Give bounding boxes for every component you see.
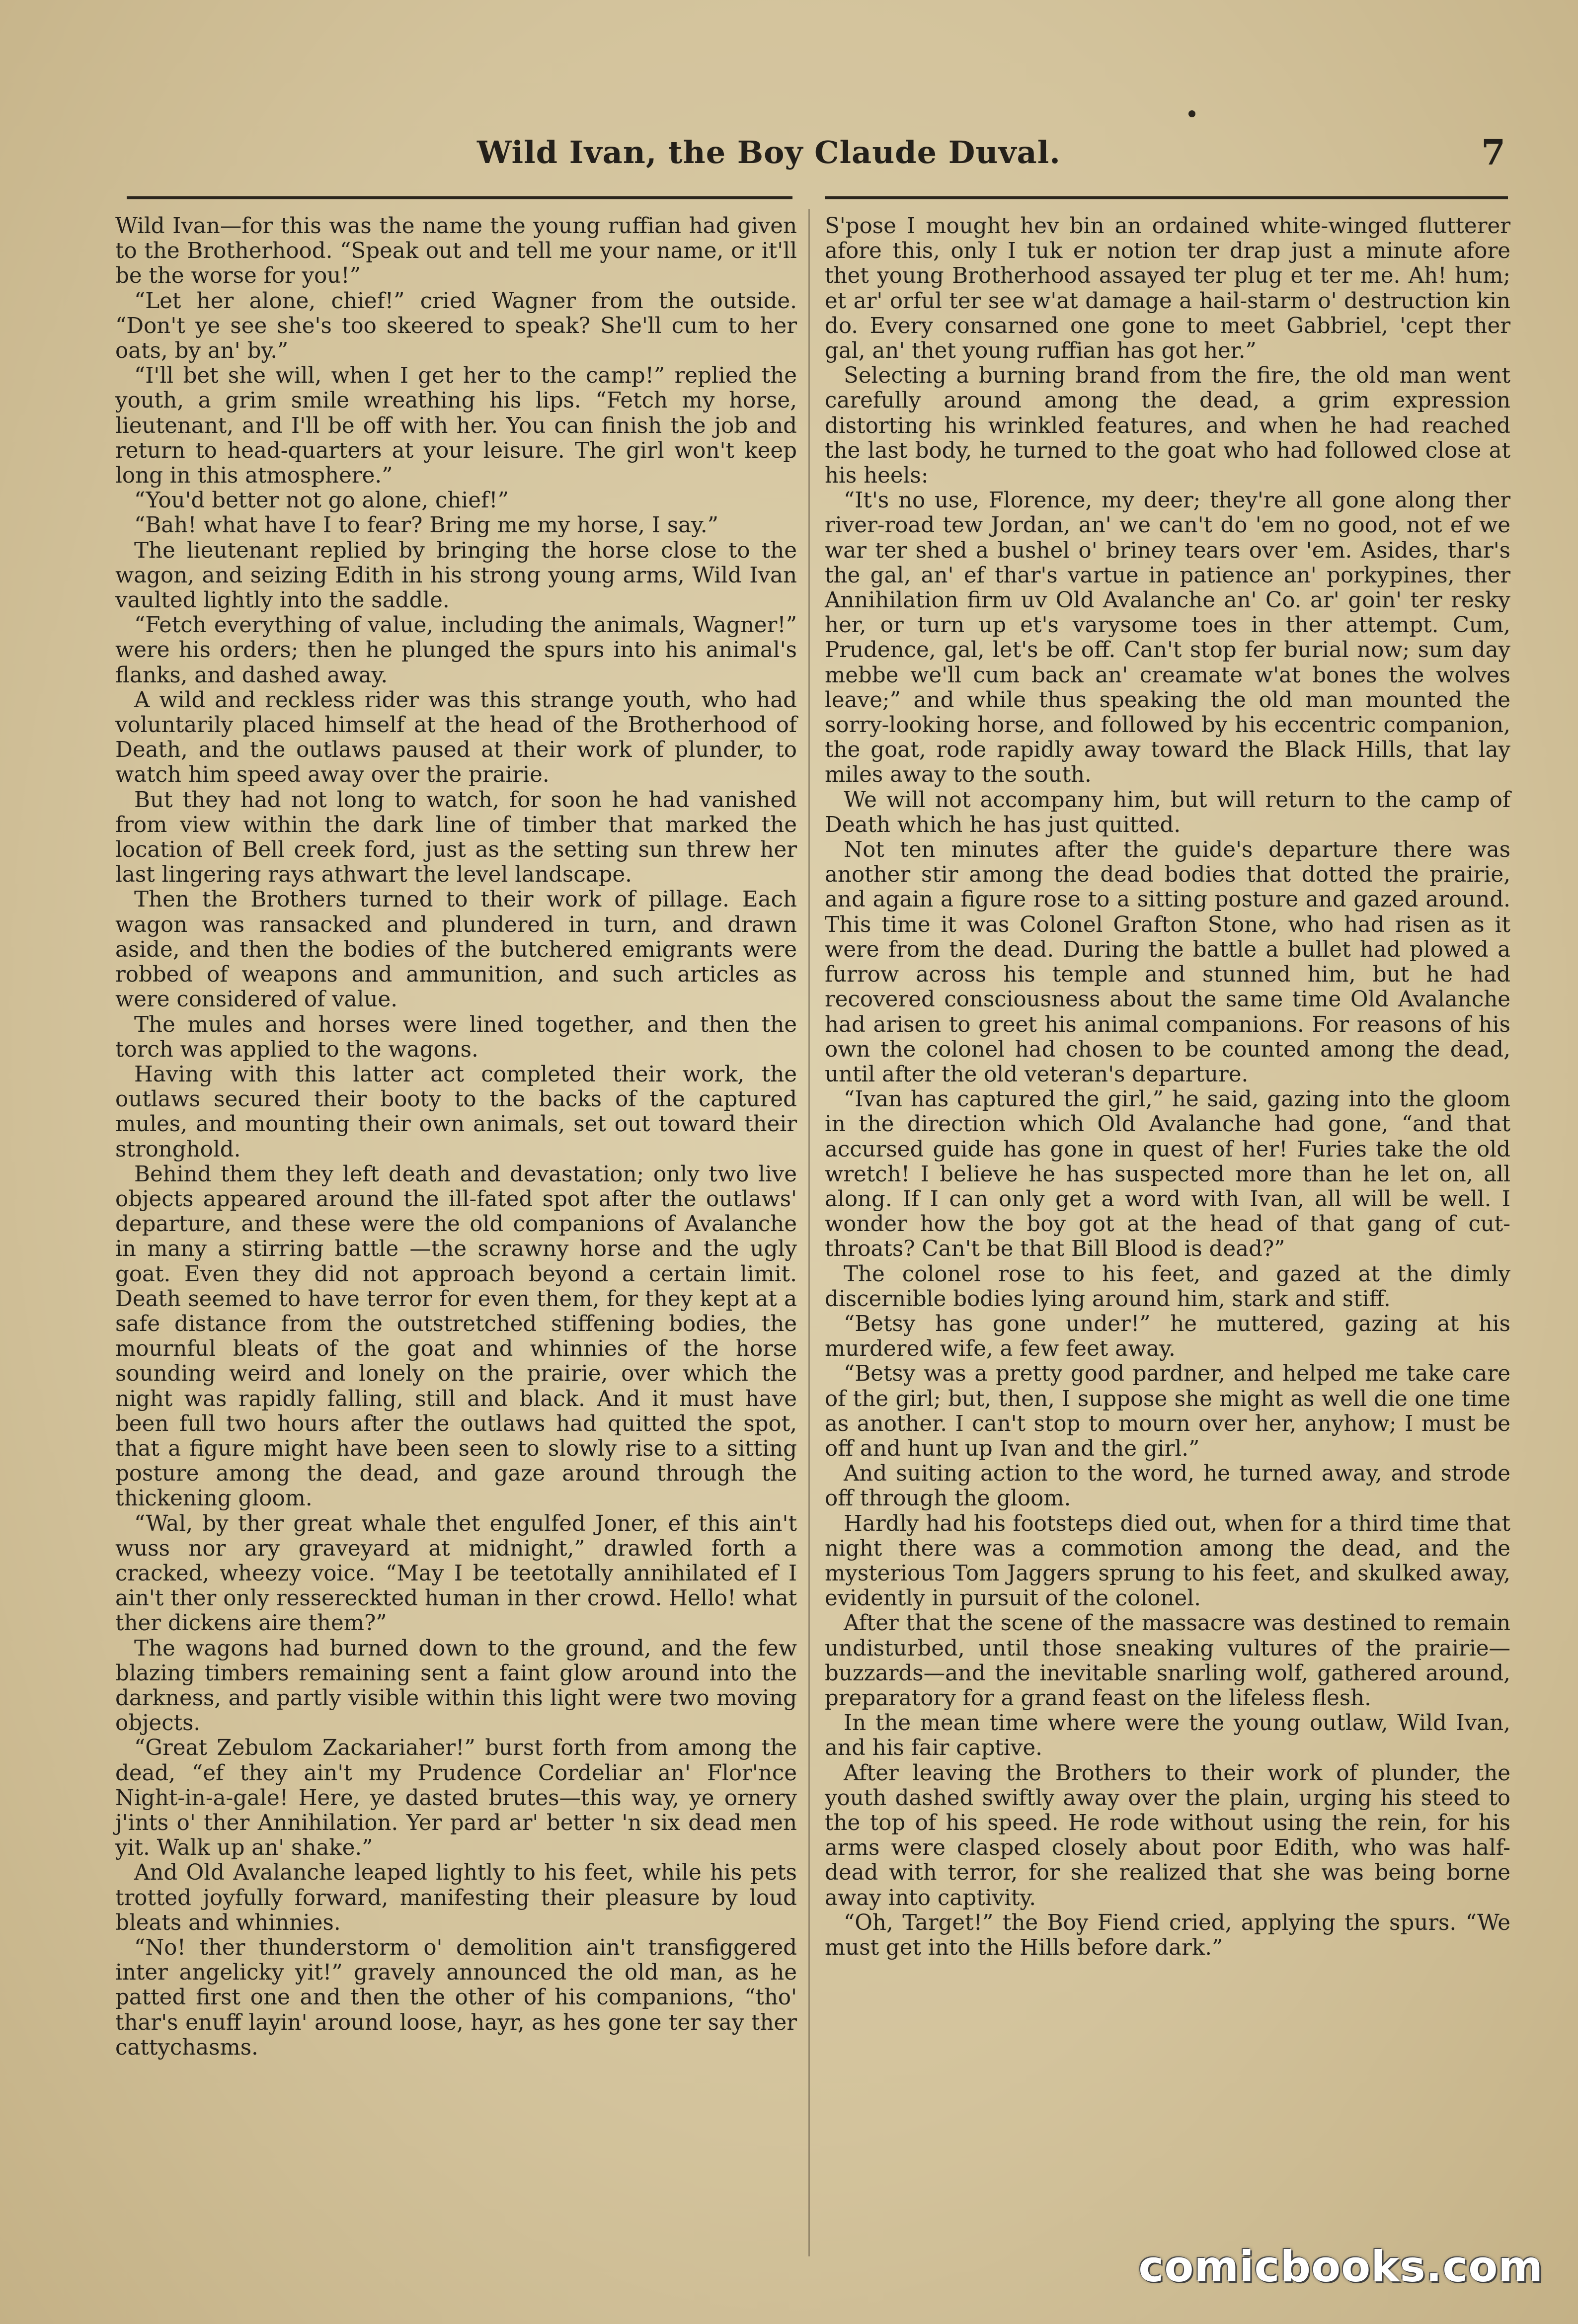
paragraph: “Ivan has captured the girl,” he said, gazing into the gloom in the direction which Old Avalanche had gone, “and that accursed guide has gone in quest of her! Furies take the old wretch! I believe he has suspected more than he let on, all along. If I can only get a word with Ivan, all will be well. I wonder how the boy got at the head of that gang of cut-throats? Can't be that Bill Blood is dead?”	[825, 1087, 1510, 1262]
paragraph: “No! ther thunderstorm o' demolition ain't transfiggered inter angelicky yit!” gravely announced the old man, as he patted first one and then the other of his companions, “tho' thar's enuff layin' around loose, hayr, as hes gone ter say ther cattychasms.	[115, 1935, 797, 2060]
paragraph: The lieutenant replied by bringing the horse close to the wagon, and seizing Edith in his strong young arms, Wild Ivan vaulted lightly into the saddle.	[115, 538, 797, 613]
paragraph: Then the Brothers turned to their work of pillage. Each wagon was ransacked and plundered in turn, and drawn aside, and then the bodies of the butchered emigrants were robbed of weapons and ammunition, and such articles as were considered of value.	[115, 887, 797, 1012]
paragraph: “Fetch everything of value, including the animals, Wagner!” were his orders; then he plunged the spurs into his animal's flanks, and dashed away.	[115, 613, 797, 688]
paragraph: The colonel rose to his feet, and gazed at the dimly discernible bodies lying around him, stark and stiff.	[825, 1261, 1510, 1312]
paragraph: We will not accompany him, but will return to the camp of Death which he has just quitted.	[825, 787, 1510, 837]
paragraph: The wagons had burned down to the ground, and the few blazing timbers remaining sent a faint glow around into the darkness, and partly visible within this light were two moving objects.	[115, 1636, 797, 1736]
paragraph: “Let her alone, chief!” cried Wagner from the outside. “Don't ye see she's too skeered to speak? She'll cum to her oats, by an' by.”	[115, 288, 797, 364]
running-header	[114, 124, 1505, 184]
page-title: Wild Ivan, the Boy Claude Duval.	[477, 134, 1061, 170]
paragraph: Having with this latter act completed their work, the outlaws secured their booty to the backs of the captured mules, and mounting their own animals, set out toward their stronghold.	[115, 1062, 797, 1162]
paragraph: “Betsy has gone under!” he muttered, gazing at his murdered wife, a few feet away.	[825, 1311, 1510, 1362]
paragraph: Not ten minutes after the guide's departure there was another stir among the dead bodies that dotted the prairie, and again a figure rose to a sitting posture and gazed around. This time it was Colonel Grafton Stone, who had risen as it were from the dead. During the battle a bullet had plowed a furrow across his temple and stunned him, but he had recovered consciousness about the same time Old Avalanche had arisen to greet his animal companions. For reasons of his own the colonel had chosen to be counted among the dead, until after the old veteran's departure.	[825, 837, 1510, 1087]
paragraph: And suiting action to the word, he turned away, and strode off through the gloom.	[825, 1461, 1510, 1511]
paragraph: But they had not long to watch, for soon he had vanished from view within the dark line of timber that marked the location of Bell creek ford, just as the setting sun threw her last lingering rays athwart the level landscape.	[115, 787, 797, 888]
paragraph: After that the scene of the massacre was destined to remain undisturbed, until those sneaking vultures of the prairie—buzzards—and the inevitable snarling wolf, gathered around, preparatory for a grand feast on the lifeless flesh.	[825, 1611, 1510, 1711]
paragraph: In the mean time where were the young outlaw, Wild Ivan, and his fair captive.	[825, 1711, 1510, 1761]
paragraph: Wild Ivan—for this was the name the young ruffian had given to the Brotherhood. “Speak out and tell me your name, or it'll be the worse for you!”	[115, 214, 797, 289]
paragraph: “Betsy was a pretty good pardner, and helped me take care of the girl; but, then, I suppose she might as well die one time as another. I can't stop to mourn over her, anyhow; I must be off and hunt up Ivan and the girl.”	[825, 1361, 1510, 1461]
right-column	[825, 214, 1510, 1960]
paragraph: Behind them they left death and devastation; only two live objects appeared around the ill-fated spot after the outlaws' departure, and these were the old companions of Avalanche in many a stirring battle —the scrawny horse and the ugly goat. Even they did not approach beyond a certain limit. Death seemed to have terror for even them, for they kept at a safe distance from the outstretched stiffening bodies, the mournful bleats of the goat and whinnies of the horse sounding weird and lonely on the prairie, over which the night was rapidly falling, still and black. And it must have been full two hours after the outlaws had quitted the spot, that a figure might have been seen to slowly rise to a sitting posture among the dead, and gaze around through the thickening gloom.	[115, 1162, 797, 1511]
paragraph: “It's no use, Florence, my deer; they're all gone along ther river-road tew Jordan, an' we can't do 'em no good, not ef we war ter shed a bushel o' briney tears over 'em. Asides, thar's the gal, an' ef thar's vartue in patience an' porkypines, ther Annihilation firm uv Old Avalanche an' Co. ar' goin' ter resky her, or turn up et's varysome toes in ther attempt. Cum, Prudence, gal, let's be off. Can't stop fer burial now; sum day mebbe we'll cum back an' creamate w'at bones the wolves leave;” and while thus speaking the old man mounted the sorry-looking horse, and followed by his eccentric companion, the goat, rode rapidly away toward the Black Hills, that lay miles away to the south.	[825, 488, 1510, 788]
header-rule-right	[825, 196, 1508, 199]
left-column	[115, 214, 797, 2060]
paragraph: “Oh, Target!” the Boy Fiend cried, applying the spurs. “We must get into the Hills before dark.”	[825, 1910, 1510, 1961]
paragraph: A wild and reckless rider was this strange youth, who had voluntarily placed himself at the head of the Brotherhood of Death, and the outlaws paused at their work of plunder, to watch him speed away over the prairie.	[115, 687, 797, 788]
page-number: 7	[1481, 132, 1505, 173]
paragraph: “Great Zebulom Zackariaher!” burst forth from among the dead, “ef they ain't my Prudence Cordeliar an' Flor'nce Night-in-a-gale! Here, ye dasted brutes—this way, ye ornery j'ints o' ther Annihilation. Yer pard ar' better 'n six dead men yit. Walk up an' shake.”	[115, 1736, 797, 1861]
paragraph: Hardly had his footsteps died out, when for a third time that night there was a commotion among the dead, and the mysterious Tom Jaggers sprung to his feet, and skulked away, evidently in pursuit of the colonel.	[825, 1511, 1510, 1611]
paragraph: After leaving the Brothers to their work of plunder, the youth dashed swiftly away over the plain, urging his steed to the top of his speed. He rode without using the rein, for his arms were clasped closely about poor Edith, who was half-dead with terror, for she realized that she was being borne away into captivity.	[825, 1760, 1510, 1910]
paragraph: The mules and horses were lined together, and then the torch was applied to the wagons.	[115, 1012, 797, 1062]
ink-dot	[1188, 110, 1195, 117]
paragraph: “Wal, by ther great whale thet engulfed Joner, ef this ain't wuss nor ary graveyard at midnight,” drawled forth a cracked, wheezy voice. “May I be teetotally annihilated ef I ain't ther only ressereckted human in ther crowd. Hello! what ther dickens aire them?”	[115, 1511, 797, 1636]
header-rule-left	[127, 196, 792, 199]
watermark: comicbooks.com	[1138, 2242, 1543, 2292]
paragraph: And Old Avalanche leaped lightly to his feet, while his pets trotted joyfully forward, manifesting their pleasure by loud bleats and whinnies.	[115, 1860, 797, 1935]
paragraph: “Bah! what have I to fear? Bring me my horse, I say.”	[134, 513, 718, 538]
column-divider	[808, 209, 810, 2256]
paragraph: S'pose I mought hev bin an ordained white-winged flutterer afore this, only I tuk er notion ter drap just a minute afore thet young Brotherhood assayed ter plug et ter me. Ah! hum; et ar' orful ter see w'at damage a hail-starm o' destruction kin do. Every consarned one gone to meet Gabbriel, 'cept ther gal, an' thet young ruffian has got her.”	[825, 214, 1510, 364]
paragraph: “You'd better not go alone, chief!”	[134, 488, 509, 513]
paragraph: “I'll bet she will, when I get her to the camp!” replied the youth, a grim smile wreathing his lips. “Fetch my horse, lieutenant, and I'll be off with her. You can finish the job and return to head-quarters at your leisure. The girl won't keep long in this atmosphere.”	[115, 363, 797, 489]
paragraph: Selecting a burning brand from the fire, the old man went carefully around among the dead, a grim expression distorting his wrinkled features, and when he had reached the last body, he turned to the goat who had followed close at his heels:	[825, 363, 1510, 489]
